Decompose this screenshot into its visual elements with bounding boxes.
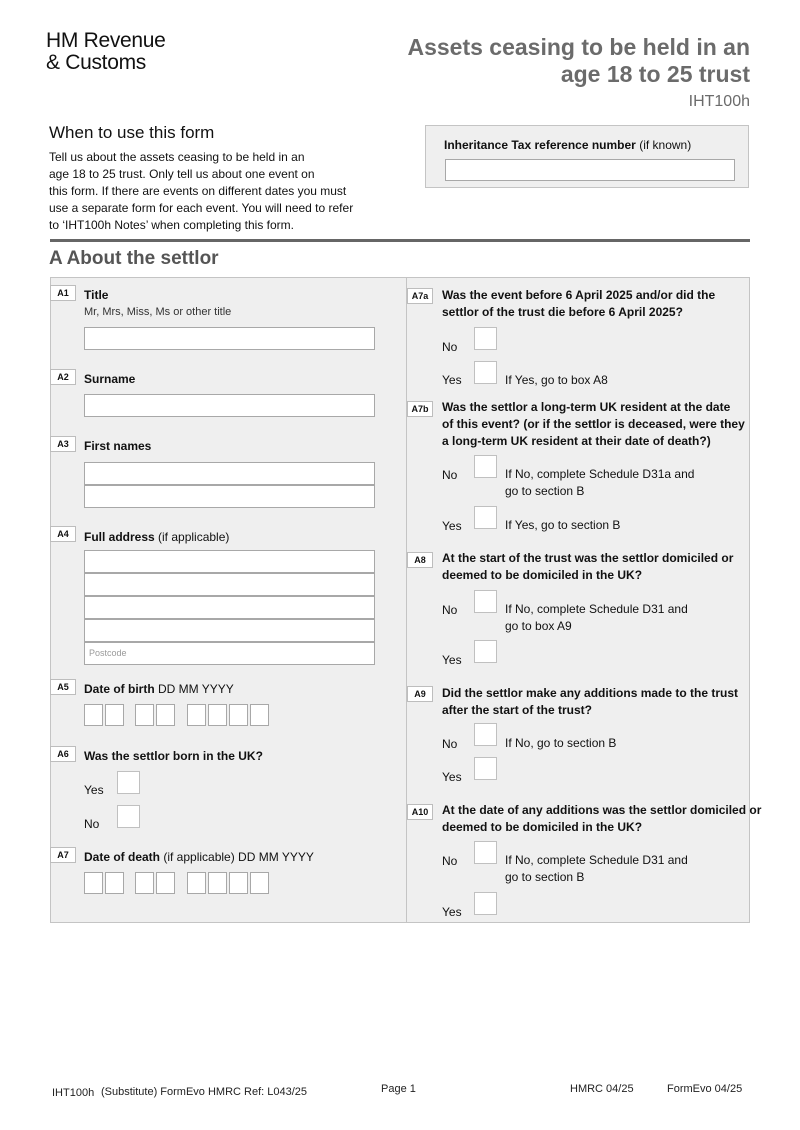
a8-no-note-line-1: If No, complete Schedule D31 and bbox=[505, 602, 688, 616]
box-number-a5: A5 bbox=[50, 679, 76, 695]
born-in-uk-yes-checkbox[interactable] bbox=[117, 771, 140, 794]
a10-yes-checkbox[interactable] bbox=[474, 892, 497, 915]
a8-question bbox=[442, 550, 733, 584]
date-of-birth-label-bold: Date of birth bbox=[84, 682, 155, 696]
dob-month-digit-1[interactable] bbox=[135, 704, 154, 726]
a10-no-checkbox[interactable] bbox=[474, 841, 497, 864]
a8-no-label: No bbox=[442, 603, 458, 617]
when-to-use-heading: When to use this form bbox=[49, 123, 215, 142]
form-code: IHT100h bbox=[688, 93, 750, 110]
title-label: Title bbox=[84, 288, 109, 302]
footer-hmrc-date: HMRC 04/25 bbox=[570, 1083, 634, 1095]
postcode-input[interactable] bbox=[84, 642, 375, 665]
a10-no-label: No bbox=[442, 854, 458, 868]
date-of-death-label bbox=[84, 849, 314, 866]
box-number-a8: A8 bbox=[407, 552, 433, 568]
section-a-heading: A About the settlor bbox=[49, 248, 219, 269]
dod-month-digit-2[interactable] bbox=[156, 872, 175, 894]
logo-line-2: & Customs bbox=[46, 51, 146, 74]
reference-label-hint: (if known) bbox=[635, 138, 692, 152]
when-to-use-line: age 18 to 25 trust. Only tell us about one event on bbox=[49, 167, 315, 181]
a10-question-line-1: At the date of any additions was the settlor domiciled or bbox=[442, 803, 762, 817]
a7b-yes-checkbox[interactable] bbox=[474, 506, 497, 529]
first-names-input-2[interactable] bbox=[84, 485, 375, 508]
a7b-no-note-line-2: go to section B bbox=[505, 484, 585, 498]
a7b-no-note-line-1: If No, complete Schedule D31a and bbox=[505, 467, 695, 481]
a9-question-line-2: after the start of the trust? bbox=[442, 703, 593, 717]
a7b-question-line-3: a long-term UK resident at their date of death?) bbox=[442, 434, 711, 448]
a10-no-note-line-1: If No, complete Schedule D31 and bbox=[505, 853, 688, 867]
born-in-uk-yes-label: Yes bbox=[84, 783, 104, 797]
when-to-use-line: to ‘IHT100h Notes’ when completing this form. bbox=[49, 218, 294, 232]
first-names-input-1[interactable] bbox=[84, 462, 375, 485]
dod-day-digit-2[interactable] bbox=[105, 872, 124, 894]
address-line-1-input[interactable] bbox=[84, 550, 375, 573]
surname-input[interactable] bbox=[84, 394, 375, 417]
a10-question-line-2: deemed to be domiciled in the UK? bbox=[442, 820, 643, 834]
postcode-placeholder: Postcode bbox=[89, 648, 127, 658]
dod-year-digit-2[interactable] bbox=[208, 872, 227, 894]
a9-no-note: If No, go to section B bbox=[505, 736, 617, 750]
born-in-uk-no-label: No bbox=[84, 817, 100, 831]
date-of-birth-label bbox=[84, 681, 234, 698]
a9-yes-checkbox[interactable] bbox=[474, 757, 497, 780]
reference-label bbox=[444, 138, 691, 152]
footer-reference: (Substitute) FormEvo HMRC Ref: L043/25 bbox=[101, 1086, 308, 1098]
address-line-3-input[interactable] bbox=[84, 596, 375, 619]
box-number-a9: A9 bbox=[407, 686, 433, 702]
dob-year-digit-1[interactable] bbox=[187, 704, 206, 726]
a8-yes-checkbox[interactable] bbox=[474, 640, 497, 663]
a8-question-line-1: At the start of the trust was the settlor domiciled or bbox=[442, 551, 734, 565]
reference-label-bold: Inheritance Tax reference number bbox=[444, 138, 636, 152]
title-input[interactable] bbox=[84, 327, 375, 350]
a7a-no-label: No bbox=[442, 340, 458, 354]
a10-question bbox=[442, 802, 761, 836]
dod-year-digit-3[interactable] bbox=[229, 872, 248, 894]
a7b-no-label: No bbox=[442, 468, 458, 482]
box-number-a6: A6 bbox=[50, 746, 76, 762]
box-number-a7b: A7b bbox=[407, 401, 433, 417]
title-hint: Mr, Mrs, Miss, Ms or other title bbox=[84, 306, 232, 318]
dob-day-digit-1[interactable] bbox=[84, 704, 103, 726]
a10-yes-label: Yes bbox=[442, 905, 462, 919]
a7a-question-line-1: Was the event before 6 April 2025 and/or did the bbox=[442, 288, 716, 302]
a7b-yes-label: Yes bbox=[442, 519, 462, 533]
a7a-yes-checkbox[interactable] bbox=[474, 361, 497, 384]
dob-year-digit-2[interactable] bbox=[208, 704, 227, 726]
dod-month-digit-1[interactable] bbox=[135, 872, 154, 894]
dod-day-digit-1[interactable] bbox=[84, 872, 103, 894]
box-number-a7: A7 bbox=[50, 847, 76, 863]
logo-line-1: HM Revenue bbox=[46, 29, 166, 52]
a10-no-note bbox=[505, 852, 688, 886]
footer-form-code: IHT100h bbox=[52, 1087, 95, 1099]
hmrc-logo bbox=[46, 30, 166, 74]
dob-year-digit-3[interactable] bbox=[229, 704, 248, 726]
box-number-a10: A10 bbox=[407, 804, 433, 820]
a7b-no-note bbox=[505, 466, 694, 500]
when-to-use-line: Tell us about the assets ceasing to be held in an bbox=[49, 150, 305, 164]
a9-no-label: No bbox=[442, 737, 458, 751]
address-line-2-input[interactable] bbox=[84, 573, 375, 596]
born-in-uk-label: Was the settlor born in the UK? bbox=[84, 749, 263, 763]
a8-question-line-2: deemed to be domiciled in the UK? bbox=[442, 568, 643, 582]
box-number-a2: A2 bbox=[50, 369, 76, 385]
a7b-yes-note: If Yes, go to section B bbox=[505, 518, 621, 532]
a7a-question bbox=[442, 287, 715, 321]
dob-day-digit-2[interactable] bbox=[105, 704, 124, 726]
a7a-no-checkbox[interactable] bbox=[474, 327, 497, 350]
address-line-4-input[interactable] bbox=[84, 619, 375, 642]
a10-no-note-line-2: go to section B bbox=[505, 870, 585, 884]
dod-year-digit-1[interactable] bbox=[187, 872, 206, 894]
box-number-a7a: A7a bbox=[407, 288, 433, 304]
column-divider bbox=[406, 277, 407, 923]
box-number-a1: A1 bbox=[50, 285, 76, 301]
a8-no-note-line-2: go to box A9 bbox=[505, 619, 572, 633]
a9-no-checkbox[interactable] bbox=[474, 723, 497, 746]
address-label-hint: (if applicable) bbox=[154, 530, 230, 544]
a7b-no-checkbox[interactable] bbox=[474, 455, 497, 478]
form-title-line-1: Assets ceasing to be held in an bbox=[407, 34, 750, 60]
dob-year-digit-4[interactable] bbox=[250, 704, 269, 726]
first-names-label: First names bbox=[84, 439, 152, 453]
when-to-use-text bbox=[49, 149, 379, 234]
a7a-question-line-2: settlor of the trust die before 6 April 2025? bbox=[442, 305, 683, 319]
surname-label: Surname bbox=[84, 372, 136, 386]
footer-formevo-date: FormEvo 04/25 bbox=[667, 1083, 743, 1095]
date-of-birth-format: DD MM YYYY bbox=[154, 682, 234, 696]
address-label-bold: Full address bbox=[84, 530, 155, 544]
a8-no-note bbox=[505, 601, 688, 635]
date-of-death-label-bold: Date of death bbox=[84, 850, 161, 864]
dob-month-digit-2[interactable] bbox=[156, 704, 175, 726]
box-number-a4: A4 bbox=[50, 526, 76, 542]
born-in-uk-no-checkbox[interactable] bbox=[117, 805, 140, 828]
box-number-a3: A3 bbox=[50, 436, 76, 452]
date-of-death-format: (if applicable) DD MM YYYY bbox=[160, 850, 314, 864]
iht-reference-input[interactable] bbox=[445, 159, 735, 181]
a9-yes-label: Yes bbox=[442, 770, 462, 784]
page-number: Page 1 bbox=[381, 1083, 416, 1095]
a9-question-line-1: Did the settlor make any additions made to the trust bbox=[442, 686, 739, 700]
a7b-question-line-1: Was the settlor a long-term UK resident at the date bbox=[442, 400, 731, 414]
a9-question bbox=[442, 685, 738, 719]
dod-year-digit-4[interactable] bbox=[250, 872, 269, 894]
section-divider bbox=[50, 239, 750, 242]
when-to-use-line: this form. If there are events on different dates you must bbox=[49, 184, 347, 198]
a8-no-checkbox[interactable] bbox=[474, 590, 497, 613]
when-to-use-line: use a separate form for each event. You will need to refer bbox=[49, 201, 354, 215]
a7a-yes-label: Yes bbox=[442, 373, 462, 387]
form-title bbox=[407, 34, 750, 88]
a8-yes-label: Yes bbox=[442, 653, 462, 667]
form-title-line-2: age 18 to 25 trust bbox=[560, 61, 750, 87]
address-label bbox=[84, 529, 229, 546]
a7a-yes-note: If Yes, go to box A8 bbox=[505, 373, 608, 387]
a7b-question bbox=[442, 399, 745, 450]
a7b-question-line-2: of this event? (or if the settlor is deceased, were they bbox=[442, 417, 745, 431]
